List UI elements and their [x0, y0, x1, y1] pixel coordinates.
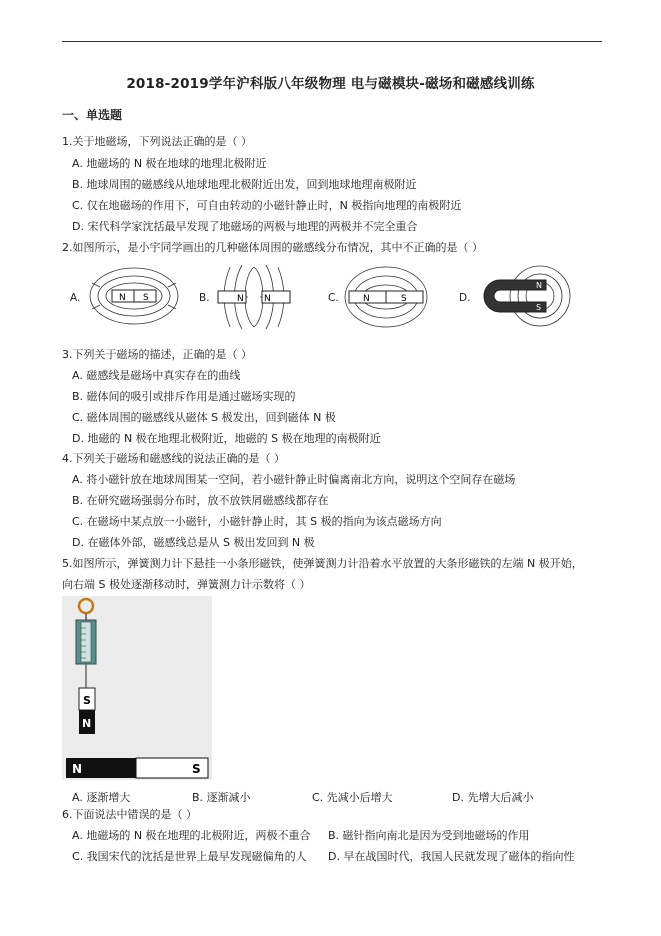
question-5-option-a[interactable]: A. 逐渐增大 [72, 791, 131, 804]
fig-d-pole-s: S [536, 303, 542, 312]
question-1-option-b[interactable]: B. 地球周围的磁感线从地球地理北极附近出发，回到地球地理南极附近 [72, 178, 417, 191]
question-4-option-a[interactable]: A. 将小磁针放在地球周围某一空间，若小磁针静止时偏离南北方向，说明这个空间存在磁场 [72, 473, 516, 486]
question-4-option-d[interactable]: D. 在磁体外部，磁感线总是从 S 极出发回到 N 极 [72, 536, 315, 549]
question-4-option-c[interactable]: C. 在磁场中某点放一小磁针，小磁针静止时，其 S 极的指向为该点磁场方向 [72, 515, 442, 528]
question-4-option-b[interactable]: B. 在研究磁场强弱分布时，放不放铁屑磁感线都存在 [72, 494, 329, 507]
question-1-option-a[interactable]: A. 地磁场的 N 极在地球的地理北极附近 [72, 157, 267, 170]
question-5-option-c[interactable]: C. 先减小后增大 [312, 791, 393, 804]
fig-b-pole-right: N [264, 294, 271, 304]
question-3-option-d[interactable]: D. 地磁的 N 极在地理北极附近，地磁的 S 极在地理的南极附近 [72, 432, 381, 445]
figure-d-field-lines [478, 262, 574, 330]
fig-b-pole-left: N [237, 294, 244, 304]
fig-d-pole-n: N [536, 281, 542, 290]
figure-c-field-lines [343, 264, 429, 330]
question-3-option-b[interactable]: B. 磁体间的吸引或排斥作用是通过磁场实现的 [72, 390, 296, 403]
question-3-stem: 3.下列关于磁场的描述，正确的是（ ） [62, 348, 252, 361]
page-title: 2018-2019学年沪科版八年级物理 电与磁模块-磁场和磁感线训练 [126, 76, 535, 92]
big-magnet-pole-s: S [192, 762, 201, 776]
header-rule [62, 41, 602, 42]
section-heading: 一、单选题 [62, 108, 123, 122]
small-magnet-pole-n: N [82, 717, 92, 730]
fig-a-pole-n: N [119, 293, 126, 303]
figure-b-label: B. [199, 292, 210, 304]
question-2-stem: 2.如图所示，是小宇同学画出的几种磁体周围的磁感线分布情况，其中不正确的是（ ） [62, 241, 483, 254]
spring-scale-figure [62, 596, 212, 780]
question-6-option-d[interactable]: D. 早在战国时代，我国人民就发现了磁体的指向性 [328, 850, 575, 863]
question-6-stem: 6.下面说法中错误的是（ ） [62, 808, 197, 821]
figure-a-label: A. [70, 292, 81, 304]
question-5-stem-line1: 5.如图所示，弹簧测力计下悬挂一小条形磁铁，使弹簧测力计沿着水平放置的大条形磁铁的左端 N 极开始， [62, 557, 583, 570]
question-1-option-d[interactable]: D. 宋代科学家沈括最早发现了地磁场的两极与地理的两极并不完全重合 [72, 220, 418, 233]
figure-a-field-lines [88, 263, 180, 329]
question-5-option-d[interactable]: D. 先增大后减小 [452, 791, 534, 804]
fig-c-pole-n: N [363, 294, 370, 304]
figure-d-label: D. [459, 292, 471, 304]
question-6-option-a[interactable]: A. 地磁场的 N 极在地理的北极附近，两极不重合 [72, 829, 311, 842]
big-magnet-pole-n: N [72, 762, 83, 776]
question-5-stem-line2: 向右端 S 极处逐渐移动时，弹簧测力计示数将（ ） [62, 578, 311, 591]
figure-b-field-lines [212, 263, 296, 331]
small-magnet-pole-s: S [83, 694, 91, 707]
fig-c-pole-s: S [401, 294, 407, 304]
question-1-option-c[interactable]: C. 仅在地磁场的作用下，可自由转动的小磁针静止时，N 极指向地理的南极附近 [72, 199, 462, 212]
question-4-stem: 4.下列关于磁场和磁感线的说法正确的是（ ） [62, 452, 285, 465]
question-1-stem: 1.关于地磁场，下列说法正确的是（ ） [62, 135, 252, 148]
question-6-option-c[interactable]: C. 我国宋代的沈括是世界上最早发现磁偏角的人 [72, 850, 307, 863]
fig-a-pole-s: S [143, 293, 149, 303]
figure-c-label: C. [328, 292, 339, 304]
question-3-option-a[interactable]: A. 磁感线是磁场中真实存在的曲线 [72, 369, 241, 382]
question-6-option-b[interactable]: B. 磁针指向南北是因为受到地磁场的作用 [328, 829, 530, 842]
question-3-option-c[interactable]: C. 磁体周围的磁感线从磁体 S 极发出，回到磁体 N 极 [72, 411, 336, 424]
question-5-option-b[interactable]: B. 逐渐减小 [192, 791, 251, 804]
